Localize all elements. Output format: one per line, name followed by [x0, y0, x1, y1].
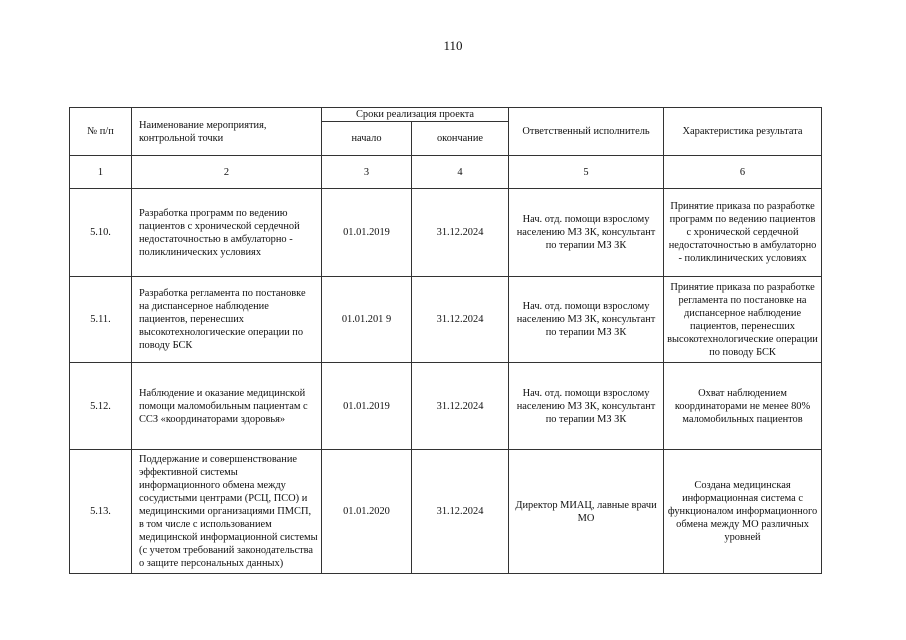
row-num: 5.11.: [70, 277, 132, 363]
column-number: 6: [664, 156, 822, 189]
row-start: 01.01.2019: [322, 363, 412, 450]
column-number: 5: [509, 156, 664, 189]
column-number-row: [70, 156, 822, 189]
row-end: 31.12.2024: [412, 189, 509, 277]
row-start: 01.01.2020: [322, 450, 412, 574]
row-end: 31.12.2024: [412, 363, 509, 450]
row-result: Охват наблюдением координаторами не менее 80% маломобильных пациентов: [664, 363, 822, 450]
row-name: Наблюдение и оказание медицинской помощи маломобильным пациентам с ССЗ «координаторами здоровья»: [132, 363, 322, 450]
table-row: [70, 363, 822, 450]
row-name: Разработка регламента по постановке на диспансерное наблюдение пациентов, перенесших высокотехнологические операции по поводу БСК: [132, 277, 322, 363]
column-number: 4: [412, 156, 509, 189]
row-num: 5.13.: [70, 450, 132, 574]
header-result: Характеристика результата: [664, 108, 822, 156]
header-num: № п/п: [70, 108, 132, 156]
row-end: 31.12.2024: [412, 277, 509, 363]
column-number: 3: [322, 156, 412, 189]
row-result: Принятие приказа по разработке программ по ведению пациентов с хронической сердечной недостаточностью в амбулаторно - поликлинических условиях: [664, 189, 822, 277]
page-number: 110: [443, 38, 463, 53]
header-start: начало: [322, 122, 412, 156]
row-start: 01.01.2019: [322, 189, 412, 277]
row-start: 01.01.201 9: [322, 277, 412, 363]
header-responsible: Ответственный исполнитель: [509, 108, 664, 156]
table-row: [70, 450, 822, 574]
measures-table: [69, 107, 822, 574]
row-num: 5.10.: [70, 189, 132, 277]
row-num: 5.12.: [70, 363, 132, 450]
row-responsible: Нач. отд. помощи взрослому населению МЗ ЗК, консультант по терапии МЗ ЗК: [509, 189, 664, 277]
table-row: [70, 277, 822, 363]
row-responsible: Нач. отд. помощи взрослому населению МЗ ЗК, консультант по терапии МЗ ЗК: [509, 363, 664, 450]
row-name: Разработка программ по ведению пациентов с хронической сердечной недостаточностью в амбулаторно - поликлинических условиях: [132, 189, 322, 277]
column-number: 1: [70, 156, 132, 189]
header-end: окончание: [412, 122, 509, 156]
row-name: Поддержание и совершенствование эффективной системы информационного обмена между сосудистыми центрами (РСЦ, ПСО) и медицинскими организациями ПМСП, в том числе с использованием медицинской информационной системы (с учетом требований законодательства о защите персональных данных): [132, 450, 322, 574]
row-result: Создана медицинская информационная система с функционалом информационного обмена между МО различных уровней: [664, 450, 822, 574]
table-row: [70, 189, 822, 277]
header-name: Наименование мероприятия, контрольной точки: [132, 108, 322, 156]
column-number: 2: [132, 156, 322, 189]
row-responsible: Нач. отд. помощи взрослому населению МЗ ЗК, консультант по терапии МЗ ЗК: [509, 277, 664, 363]
header-deadlines-group: Сроки реализация проекта: [322, 108, 509, 122]
row-end: 31.12.2024: [412, 450, 509, 574]
row-result: Принятие приказа по разработке регламента по постановке на диспансерное наблюдение пациентов, перенесших высокотехнологические операции по поводу БСК: [664, 277, 822, 363]
row-responsible: Директор МИАЦ, лавные врачи МО: [509, 450, 664, 574]
